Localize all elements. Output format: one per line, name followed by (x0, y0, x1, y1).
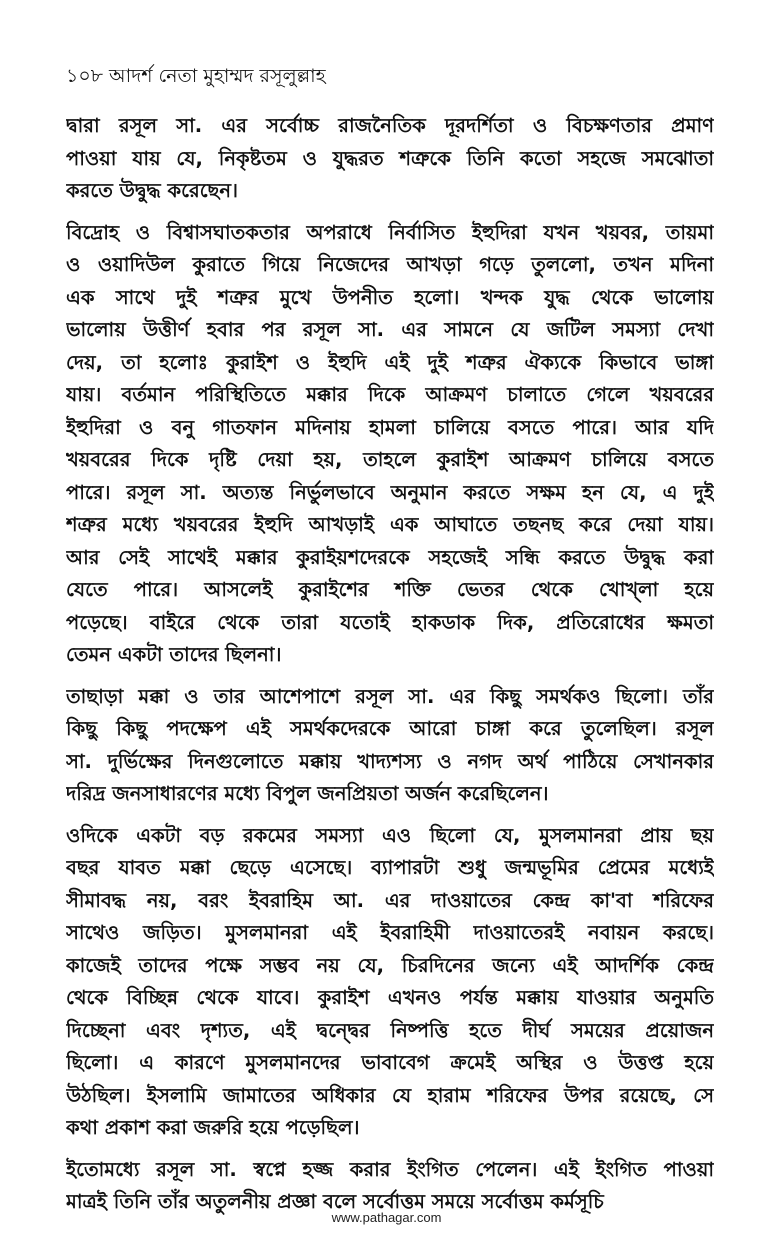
text-line: তাছাড়া মক্কা ও তার আশেপাশে রসূল সা. এর কিছু সমর্থকও ছিলো। তাঁর (66, 684, 714, 708)
text-line: ছিলো। এ কারণে মুসলমানদের ভাবাবেগ ক্রমেই অস্থির ও উত্তপ্ত হয়ে (66, 1051, 714, 1074)
text-line: কথা প্রকাশ করা জরুরি হয়ে পড়েছিল। (66, 1116, 360, 1139)
text-line: দরিদ্র জনসাধারণের মধ্যে বিপুল জনপ্রিয়তা অর্জন করেছিলেন। (66, 782, 549, 805)
text-line: উঠছিল। ইসলামি জামাতের অধিকার যে হারাম শরিফের উপর রয়েছে, সে (66, 1083, 714, 1107)
text-line: করতে উদ্বুদ্ধ করেছেন। (66, 179, 238, 202)
text-line: ওদিকে একটা বড় রকমের সমস্যা এও ছিলো যে, মুসলমানরা প্রায় ছয় (66, 823, 714, 847)
text-line: পারে। রসূল সা. অত্যন্ত নির্ভুলভাবে অনুমান করতে সক্ষম হন যে, এ দুই (66, 480, 714, 504)
text-line: থেকে বিচ্ছিন্ন থেকে যাবে। কুরাইশ এখনও পর্যন্ত মক্কায় যাওয়ার অনুমতি (66, 986, 714, 1009)
text-line: সাথেও জড়িত। মুসলমানরা এই ইবরাহিমী দাওয়াতেরই নবায়ন করছে। (66, 921, 714, 944)
text-body (66, 110, 714, 1219)
text-line: বিদ্রোহ ও বিশ্বাসঘাতকতার অপরাধে নির্বাসিত ইহুদিরা যখন খয়বর, তায়মা (66, 220, 714, 244)
text-line: এক সাথে দুই শত্রুর মুখে উপনীত হলো। খন্দক যুদ্ধ থেকে ভালোয় (66, 285, 714, 309)
text-line: পাওয়া যায় যে, নিকৃষ্টতম ও যুদ্ধরত শত্রুকে তিনি কতো সহজে সমঝোতা (66, 146, 714, 170)
text-line: তেমন একটা তাদের ছিলনা। (66, 643, 282, 666)
footer-url: www.pathagar.com (331, 1210, 442, 1225)
paragraph (66, 217, 714, 672)
text-line: ইতোমধ্যে রসূল সা. স্বপ্নে হজ্জ করার ইংগিত পেলেন। এই ইংগিত পাওয়া (66, 1157, 714, 1181)
paragraph (66, 681, 714, 811)
paragraph (66, 820, 714, 1145)
page-body (66, 62, 714, 1228)
text-line: ভালোয় উত্তীর্ণ হবার পর রসূল সা. এর সামনে যে জটিল সমস্যা দেখা (66, 318, 714, 341)
text-line: খয়বরের দিকে দৃষ্টি দেয়া হয়, তাহলে কুরাইশ আক্রমণ চালিয়ে বসতে (66, 448, 714, 471)
text-line: বছর যাবত মক্কা ছেড়ে এসেছে। ব্যাপারটা শুধু জন্মভূমির প্রেমের মধ্যেই (66, 856, 714, 879)
text-line: পড়েছে। বাইরে থেকে তারা যতোই হাকডাক দিক, প্রতিরোধের ক্ষমতা (66, 610, 714, 634)
text-line: ও ওয়াদিউল কুরাতে গিয়ে নিজেদের আখড়া গড়ে তুললো, তখন মদিনা (66, 253, 714, 276)
text-line: যেতে পারে। আসলেই কুরাইশের শক্তি ভেতর থেকে খোখ্লা হয়ে (66, 578, 714, 601)
text-line: দ্বারা রসূল সা. এর সর্বোচ্চ রাজনৈতিক দূরদর্শিতা ও বিচক্ষণতার প্রমাণ (66, 114, 714, 137)
text-line: দিচ্ছেনা এবং দৃশ্যত, এই দ্বন্দ্বের নিষ্পত্তি হতে দীর্ঘ সময়ের প্রয়োজন (66, 1018, 714, 1042)
text-line: আর সেই সাথেই মক্কার কুরাইয়শদেরকে সহজেই সন্ধি করতে উদ্বুদ্ধ করা (66, 545, 714, 569)
paragraph (66, 1154, 714, 1219)
running-header: ১০৮ আদর্শ নেতা মুহাম্মদ রসূলুল্লাহ (66, 65, 326, 87)
text-line: কাজেই তাদের পক্ষে সম্ভব নয় যে, চিরদিনের জন্যে এই আদর্শিক কেন্দ্র (66, 953, 714, 977)
text-line: সীমাবদ্ধ নয়, বরং ইবরাহিম আ. এর দাওয়াতের কেন্দ্র কা'বা শরিফের (66, 888, 714, 912)
paragraph (66, 110, 714, 208)
text-line: যায়। বর্তমান পরিস্থিতিতে মক্কার দিকে আক্রমণ চালাতে গেলে খয়বরের (66, 383, 714, 406)
text-line: সা. দুর্ভিক্ষের দিনগুলোতে মক্কায় খাদ্যশস্য ও নগদ অর্থ পাঠিয়ে সেখানকার (66, 749, 714, 773)
text-line: শত্রুর মধ্যে খয়বরের ইহুদি আখড়াই এক আঘাতে তছনছ করে দেয়া যায়। (66, 513, 714, 536)
text-line: কিছু কিছু পদক্ষেপ এই সমর্থকদেরকে আরো চাঙ্গা করে তুলেছিল। রসূল (66, 717, 714, 740)
text-line: মাত্রই তিনি তাঁর অতুলনীয় প্রজ্ঞা বলে সর্বোত্তম সময়ে সর্বোত্তম কর্মসূচি (66, 1190, 604, 1213)
text-line: ইহুদিরা ও বনু গাতফান মদিনায় হামলা চালিয়ে বসতে পারে। আর যদি (66, 415, 714, 439)
text-line: দেয়, তা হলোঃ কুরাইশ ও ইহুদি এই দুই শত্রুর ঐক্যকে কিভাবে ভাঙ্গা (66, 350, 714, 374)
